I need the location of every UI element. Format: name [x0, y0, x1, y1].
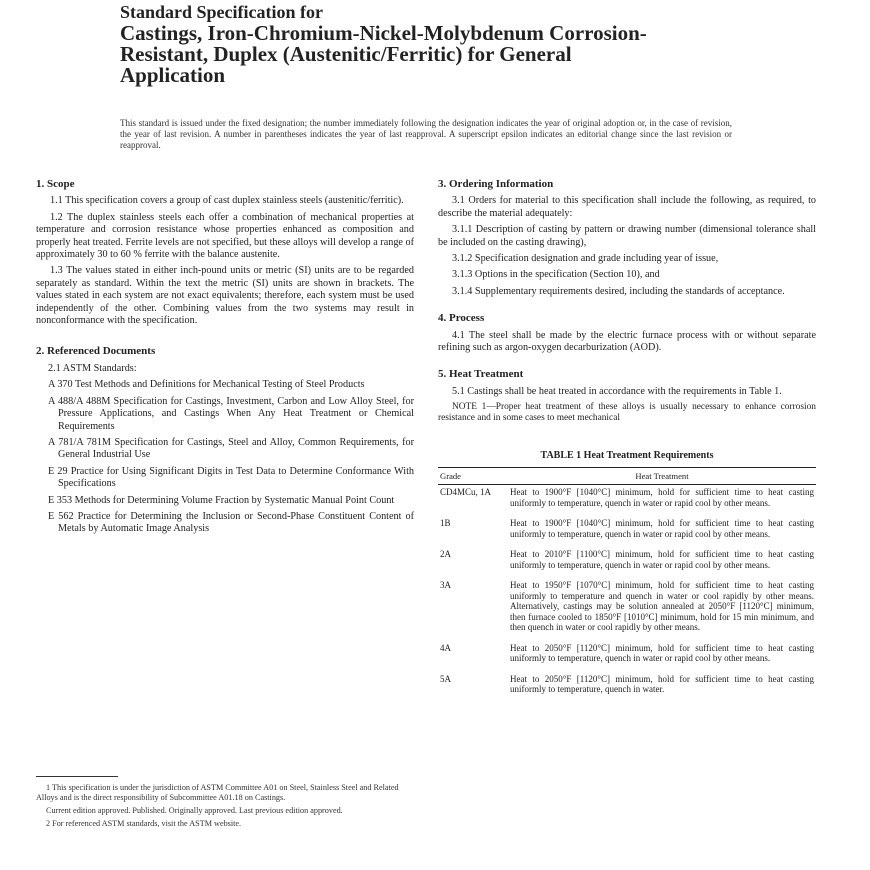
section-heading-scope: 1. Scope: [36, 178, 75, 190]
table-cell-grade: 2A: [440, 549, 451, 560]
section-heading-ordering: 3. Ordering Information: [438, 178, 554, 190]
section-heading-process: 4. Process: [438, 312, 485, 325]
table-cell-grade: 4A: [440, 642, 451, 653]
left-column: [36, 178, 414, 540]
right-column: [438, 178, 816, 703]
footnotes: [36, 776, 414, 832]
table-cell-treatment: Heat to 2050°F [1120°C] minimum, hold for sufficient time to heat casting uniformly to temperature, quench in water or rapid cool by other means.: [510, 642, 814, 664]
paragraph: 3.1.4 Supplementary requirements desired, including the standards of acceptance.: [452, 285, 785, 297]
table-row: [438, 485, 816, 517]
title-line: Standard Specification for: [120, 2, 324, 22]
paragraph: 3.1.3 Options in the specification (Section 10), and: [452, 269, 660, 281]
column-header: Grade: [438, 467, 508, 485]
table-row: [438, 672, 816, 703]
reference-item[interactable]: A 488/A 488M Specification for Castings, Investment, Carbon and Low Alloy Steel, for Pressure Applications, and Castings When Any Heat Treatment or Chemical Requirements: [48, 395, 414, 432]
heat-treatment-table: [438, 467, 816, 703]
reference-item: 2.1 ASTM Standards:: [48, 362, 137, 374]
section-heading-referenced-documents: 2. Referenced Documents: [36, 345, 156, 358]
column-header: Heat Treatment: [508, 467, 816, 485]
footnote: 2 For referenced ASTM standards, visit the ASTM website.: [46, 819, 242, 828]
paragraph: 5.1 Castings shall be heat treated in accordance with the requirements in Table 1.: [452, 385, 782, 397]
paragraph: 3.1 Orders for material to this specification shall include the following, as required, to describe the material adequately:: [438, 195, 816, 219]
table-cell-grade: 3A: [440, 580, 451, 591]
table-header-row: [438, 467, 816, 485]
document-title: [120, 2, 760, 86]
footnote: 1 This specification is under the jurisdiction of ASTM Committee A01 on Steel, Stainless Steel and Related Alloys and is the direct responsibility of Subcommittee A01.18 on Castings.: [36, 783, 399, 802]
table-cell-treatment: Heat to 1950°F [1070°C] minimum, hold for sufficient time to heat casting uniformly to temperature and quench in water or cool rapidly by other means. Alternatively, castings may be solution annealed at 2050°F [1120°C] minimum, then furnace cooled to 1850°F [1010°C] minimum, hold for 15 min minimum, and then quench in water or cool rapidly by other means.: [510, 580, 814, 633]
title-line: Resistant, Duplex (Austenitic/Ferritic) for General: [120, 42, 572, 66]
title-line: Application: [120, 63, 226, 87]
section-heading-heat-treatment: 5. Heat Treatment: [438, 368, 524, 381]
reference-item[interactable]: E 562 Practice for Determining the Inclusion or Second-Phase Constituent Content of Metals by Automatic Image Analysis: [48, 510, 414, 535]
table-cell-treatment: Heat to 2050°F [1120°C] minimum, hold for sufficient time to heat casting uniformly to temperature, quench in water.: [510, 673, 814, 695]
title-block: [120, 2, 760, 86]
table-cell-treatment: Heat to 1900°F [1040°C] minimum, hold for sufficient time to heat casting uniformly to temperature, quench in water or rapid cool by other means.: [510, 487, 814, 508]
paragraph: 4.1 The steel shall be made by the electric furnace process with or without separate refining such as argon-oxygen decarburization (AOD).: [438, 329, 816, 354]
table-row: [438, 547, 816, 578]
paragraph: 3.1.2 Specification designation and grade including year of issue,: [452, 253, 719, 265]
paragraph: 3.1.1 Description of casting by pattern or drawing number (dimensional tolerance shall be included on the casting drawing),: [438, 224, 816, 248]
reference-item[interactable]: A 370 Test Methods and Definitions for Mechanical Testing of Steel Products: [48, 379, 365, 391]
note: NOTE 1—Proper heat treatment of these alloys is usually necessary to enhance corrosion resistance and in some cases to meet mechanical: [438, 402, 816, 424]
table-row: [438, 578, 816, 641]
paragraph: 1.3 The values stated in either inch-pound units or metric (SI) units are to be regarded separately as standard. Within the text the metric (SI) units are shown in brackets. The values stated in each system are not exact equivalents; therefore, each system must be used independently of the other. Combining values from the two systems may result in nonconformance with the specification.: [36, 265, 414, 327]
paragraph: 1.1 This specification covers a group of cast duplex stainless steels (austenitic/ferritic).: [50, 195, 404, 207]
reference-item[interactable]: A 781/A 781M Specification for Castings, Steel and Alloy, Common Requirements, for General Industrial Use: [48, 436, 414, 461]
title-line: Castings, Iron-Chromium-Nickel-Molybdenum Corrosion-: [120, 21, 647, 45]
footnote-divider: [36, 776, 118, 777]
table-title: TABLE 1 Heat Treatment Requirements: [540, 450, 714, 462]
reference-item[interactable]: E 353 Methods for Determining Volume Fraction by Systematic Manual Point Count: [48, 494, 395, 506]
footnote: Current edition approved. Published. Originally approved. Last previous edition approved.: [46, 806, 343, 815]
reference-item[interactable]: E 29 Practice for Using Significant Digits in Test Data to Determine Conformance With Specifications: [48, 465, 414, 490]
table-cell-grade: CD4MCu, 1A: [440, 487, 492, 498]
table-cell-treatment: Heat to 1900°F [1040°C] minimum, hold for sufficient time to heat casting uniformly to temperature, quench in water or rapid cool by other means.: [510, 518, 814, 539]
table-cell-grade: 5A: [440, 673, 451, 684]
table-cell-grade: 1B: [440, 518, 451, 529]
table-cell-treatment: Heat to 2010°F [1100°C] minimum, hold for sufficient time to heat casting uniformly to temperature, quench in water or rapid cool by other means.: [510, 549, 814, 570]
table-row: [438, 516, 816, 547]
paragraph: 1.2 The duplex stainless steels each offer a combination of mechanical properties at temperature and corrosion resistance whose properties enhanced as composition and properly heat treated. Ferrite levels are not specified, but these alloys will develop a range of approximately 30 to 60 % ferrite with the balance austenite.: [36, 211, 414, 261]
designation-note: This standard is issued under the fixed designation; the number immediately following the designation indicates the year of original adoption or, in the case of revision, the year of last revision. A number in parentheses indicates the year of last reapproval. A superscript epsilon indicates an editorial change since the last revision or reapproval.: [120, 118, 732, 150]
table-row: [438, 641, 816, 672]
